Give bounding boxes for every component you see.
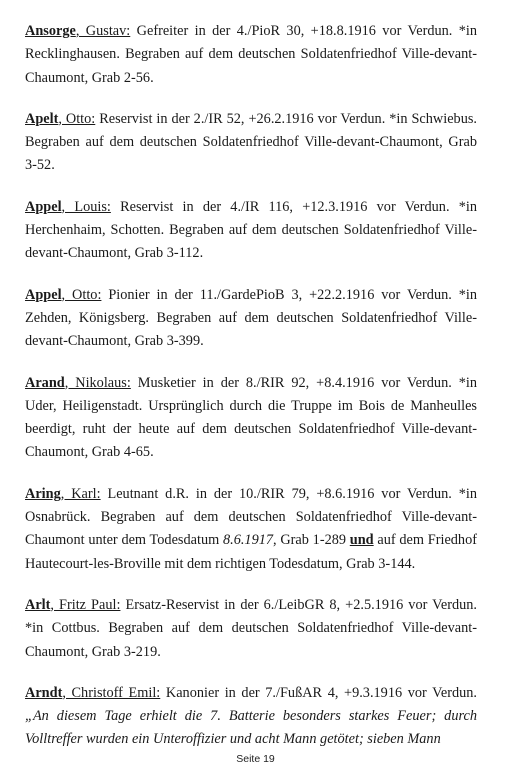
- entry-text: , Grab 1-289: [273, 532, 350, 549]
- entry-given-name: , Otto:: [58, 110, 96, 127]
- entry-arndt: [25, 682, 477, 752]
- entry-text: Ersatz-Reservist in der 6./LeibGR 8, +2.5.1916 vor Verdun. *in Cottbus. Begraben auf dem deutschen Soldatenfriedhof Ville-devant-Chaumont, Grab 3-219.: [25, 596, 477, 660]
- entry-given-name: , Nikolaus:: [64, 374, 131, 391]
- entry-appel-otto: [25, 284, 477, 354]
- entry-quote: „An diesem Tage erhielt die 7. Batterie besonders starkes Feuer; durch Volltreffer wurden ein Unteroffizier und acht Mann getötet; sieben Mann: [25, 708, 477, 748]
- entry-text: Leutnant d.R. in der 10./RIR 79, +8.6.1916 vor Verdun. *in Osnabrück. Begraben auf dem deutschen Soldatenfriedhof Ville-devant-Chaumont unter dem Todesdatum: [25, 485, 477, 549]
- entry-arand: [25, 372, 477, 465]
- entry-name: [25, 199, 111, 215]
- entry-surname: Apelt: [25, 110, 59, 127]
- entry-given-name: , Fritz Paul:: [50, 596, 121, 613]
- entry-given-name: , Otto:: [61, 286, 102, 303]
- entry-text: auf dem Friedhof Hautecourt-les-Broville mit dem richtigen Todesdatum, Grab 3-144.: [25, 532, 477, 572]
- entry-name: [25, 111, 95, 127]
- entry-name: [25, 597, 120, 613]
- entry-surname: Appel: [25, 286, 62, 303]
- entry-surname: Arand: [25, 374, 65, 391]
- entry-surname: Arlt: [25, 596, 51, 613]
- entry-surname: Appel: [25, 198, 62, 215]
- entry-name: [25, 685, 160, 701]
- entry-bold-und: und: [349, 532, 374, 549]
- entry-name: [25, 375, 131, 391]
- document-page: [25, 20, 477, 770]
- entry-aring: [25, 483, 477, 576]
- entry-surname: Ansorge: [25, 23, 76, 39]
- entry-text: Reservist in der 4./IR 116, +12.3.1916 vor Verdun. *in Herchenhaim, Schotten. Begraben auf dem deutschen Soldatenfriedhof Ville-devant-Chaumont, Grab 3-112.: [25, 198, 478, 262]
- entry-text: Reservist in der 2./IR 52, +26.2.1916 vor Verdun. *in Schwiebus. Begraben auf dem deutschen Soldatenfriedhof Ville-devant-Chaumont, Grab 3-52.: [25, 110, 477, 174]
- entry-name: [25, 486, 101, 502]
- entry-given-name: , Gustav:: [75, 23, 131, 39]
- entry-apelt: [25, 108, 477, 178]
- entry-surname: Aring: [25, 485, 61, 502]
- entry-text: Pionier in der 11./GardePioB 3, +22.2.1916 vor Verdun. *in Zehden, Königsberg. Begraben auf dem deutschen Soldatenfriedhof Ville-devant-Chaumont, Grab 3-399.: [25, 286, 477, 350]
- entry-given-name: , Louis:: [61, 198, 111, 215]
- entry-italic-date: 8.6.1917: [222, 532, 274, 549]
- entry-appel-louis: [25, 196, 477, 266]
- entry-surname: Arndt: [25, 684, 63, 701]
- page-number: Seite 19: [236, 753, 275, 765]
- entry-given-name: , Christoff Emil:: [62, 684, 161, 701]
- entry-given-name: , Karl:: [60, 485, 101, 502]
- entry-text: Gefreiter in der 4./PioR 30, +18.8.1916 vor Verdun. *in Recklinghausen. Begraben auf dem deutschen Soldatenfriedhof Ville-devant-Chaumont, Grab 2-56.: [25, 23, 477, 86]
- entry-text: Kanonier in der 7./FußAR 4, +9.3.1916 vor Verdun.: [160, 684, 478, 701]
- entry-arlt: [25, 594, 477, 664]
- entry-text: Musketier in der 8./RIR 92, +8.4.1916 vor Verdun. *in Uder, Heiligenstadt. Ursprünglich durch die Truppe im Bois de Manheulles beerdigt, ruht der heute auf dem deutschen Soldatenfriedhof Ville-devant-Chaumont, Grab 4-65.: [25, 374, 477, 461]
- entry-name: [25, 287, 101, 303]
- entry-name: [25, 23, 130, 39]
- entry-ansorge: [25, 20, 477, 90]
